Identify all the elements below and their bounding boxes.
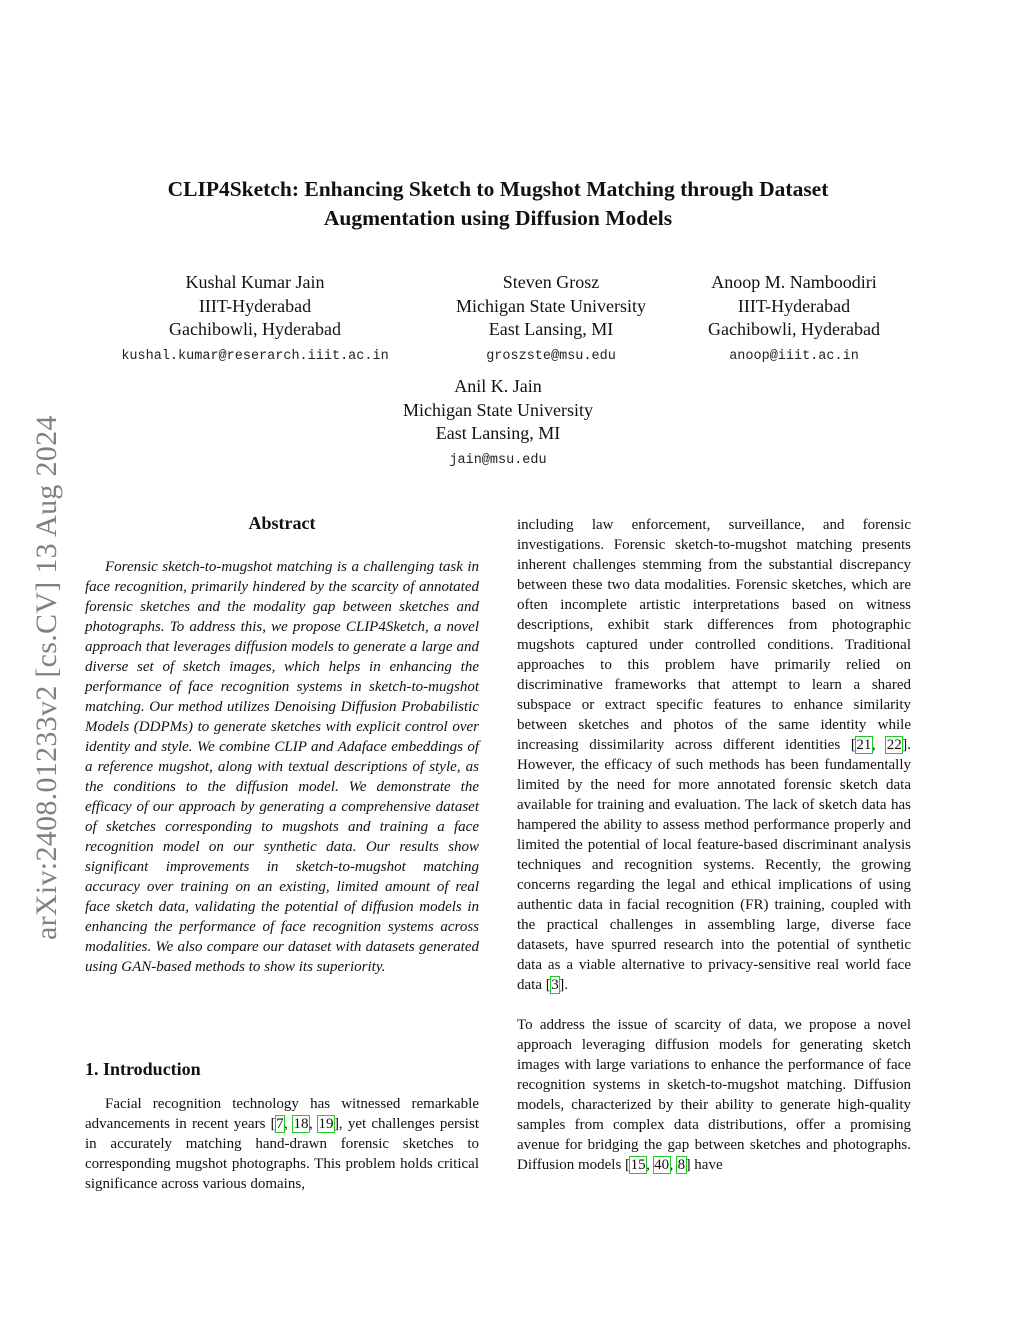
section-heading-introduction: 1. Introduction xyxy=(85,1059,201,1079)
author-name: Anil K. Jain xyxy=(454,376,542,396)
author-location: Gachibowli, Hyderabad xyxy=(169,319,341,339)
citation-link[interactable]: 8 xyxy=(677,1157,686,1173)
author-block-1 xyxy=(105,271,405,367)
author-block-3 xyxy=(685,271,903,367)
text-run: To address the issue of scarcity of data, we propose a novel approach leveraging diffusion models for generating sketch images with large variations to enhance the performance of face recognition systems in sketch-to-mugshot matching. Diffusion models, characterized by their ability to generate high-quality samples from complex data distributions, offer a promising avenue for bridging the gap between sketches and photographs. Diffusion models [ xyxy=(517,1017,911,1173)
citation-link[interactable]: 40 xyxy=(654,1157,670,1173)
citation-link[interactable]: 3 xyxy=(551,977,559,993)
text-run: ], yet challenges persist in accurately matching hand-drawn forensic sketches to corresponding mugshot photographs. This problem holds critical significance across various domains, xyxy=(85,1116,479,1192)
author-block-2 xyxy=(421,271,681,367)
paper-title xyxy=(100,175,896,233)
author-block-4 xyxy=(367,375,629,471)
citation-link[interactable]: 15 xyxy=(630,1157,646,1173)
text-run: , xyxy=(669,1157,678,1173)
intro-paragraph-1 xyxy=(85,1094,479,1194)
citation-link[interactable]: 21 xyxy=(856,737,872,753)
abstract-text: Forensic sketch-to-mugshot matching is a challenging task in face recognition, primarily hindered by the scarcity of annotated forensic sketches and the modality gap between sketches and photographs. To address this, we propose CLIP4Sketch, a novel approach that leverages diffusion models to generate a large and diverse set of sketch images, which helps in enhancing the performance of face recognition systems in sketch-to-mugshot matching. Our method utilizes Denoising Diffusion Probabilistic Models (DDPMs) to generate sketches with explicit control over identity and style. We combine CLIP and Adaface embeddings of a reference mugshot, along with textual descriptions of style, as the conditions to the diffusion model. We demonstrate the efficacy of our approach by generating a comprehensive dataset of sketches corresponding to mugshots and training a face recognition model on our synthetic data. Our results show significant improvements in sketch-to-mugshot matching accuracy over training on an existing, limited amount of real face sketch data, validating the potential of diffusion models in enhancing the performance of face recognition systems across modalities. We also compare our dataset with datasets generated using GAN-based methods to show its superiority. xyxy=(85,559,479,975)
citation-link[interactable]: 22 xyxy=(886,737,902,753)
text-run: including law enforcement, surveillance, and forensic investigations. Forensic sketch-to-mugshot matching presents inherent challenges stemming from the substantial discrepancy between these two data modalities. Forensic sketches, which are often incomplete artistic interpretations based on witness descriptions, exhibit stark differences from photographic mugshots captured under controlled conditions. Traditional approaches to this problem have primarily relied on discriminative frameworks that attempt to learn a shared subspace or extract specific features to enhance similarity between sketches and photos of the same identity while increasing dissimilarity across different identities [ xyxy=(517,517,911,753)
author-email[interactable]: anoop@iiit.ac.in xyxy=(729,348,859,364)
intro-paragraph-2 xyxy=(517,1015,911,1175)
title-line-2: Augmentation using Diffusion Models xyxy=(323,206,673,230)
citation-link[interactable]: 7 xyxy=(276,1116,284,1132)
author-affiliation: IIIT-Hyderabad xyxy=(198,295,312,316)
author-affiliation: Michigan State University xyxy=(456,295,646,316)
author-affiliation: Michigan State University xyxy=(403,399,593,420)
text-run: , xyxy=(284,1116,294,1132)
citation-link[interactable]: 19 xyxy=(318,1116,334,1132)
arxiv-identifier: arXiv:2408.01233v2 [cs.CV] 13 Aug 2024 xyxy=(30,415,63,940)
text-run: Facial recognition technology has witnessed remarkable advancements in recent years [ xyxy=(85,1096,479,1132)
citation-link[interactable]: 18 xyxy=(293,1116,309,1132)
author-name: Anoop M. Namboodiri xyxy=(711,272,877,292)
author-email[interactable]: groszste@msu.edu xyxy=(486,348,616,364)
author-name: Kushal Kumar Jain xyxy=(185,272,325,292)
text-run: ]. xyxy=(559,977,568,993)
text-run: ] have xyxy=(685,1157,723,1173)
author-location: East Lansing, MI xyxy=(488,319,614,339)
author-affiliation: IIIT-Hyderabad xyxy=(737,295,851,316)
author-email[interactable]: kushal.kumar@reserarch.iiit.ac.in xyxy=(121,348,389,364)
abstract-heading: Abstract xyxy=(248,513,316,533)
intro-paragraph-1-continued xyxy=(517,515,911,995)
text-run: , xyxy=(871,737,887,753)
title-line-1: CLIP4Sketch: Enhancing Sketch to Mugshot Matching through Dataset xyxy=(167,177,829,201)
author-location: East Lansing, MI xyxy=(435,423,561,443)
text-run: , xyxy=(646,1157,654,1173)
author-name: Steven Grosz xyxy=(502,272,600,292)
author-location: Gachibowli, Hyderabad xyxy=(708,319,880,339)
text-run: , xyxy=(309,1116,318,1132)
text-run: ]. However, the efficacy of such methods has been fundamentally limited by the need for more annotated forensic sketch data available for training and evaluation. The lack of sketch data has hampered the ability to assess method performance properly and limited the potential of local feature-based discriminant analysis techniques and recognition systems. Recently, the growing concerns regarding the legal and ethical implications of using authentic data in facial recognition (FR) training, coupled with the practical challenges in assembling large, diverse face datasets, have spurred research into the potential of synthetic data as a viable alternative to privacy-sensitive real world face data [ xyxy=(517,737,911,993)
author-email[interactable]: jain@msu.edu xyxy=(449,452,547,468)
